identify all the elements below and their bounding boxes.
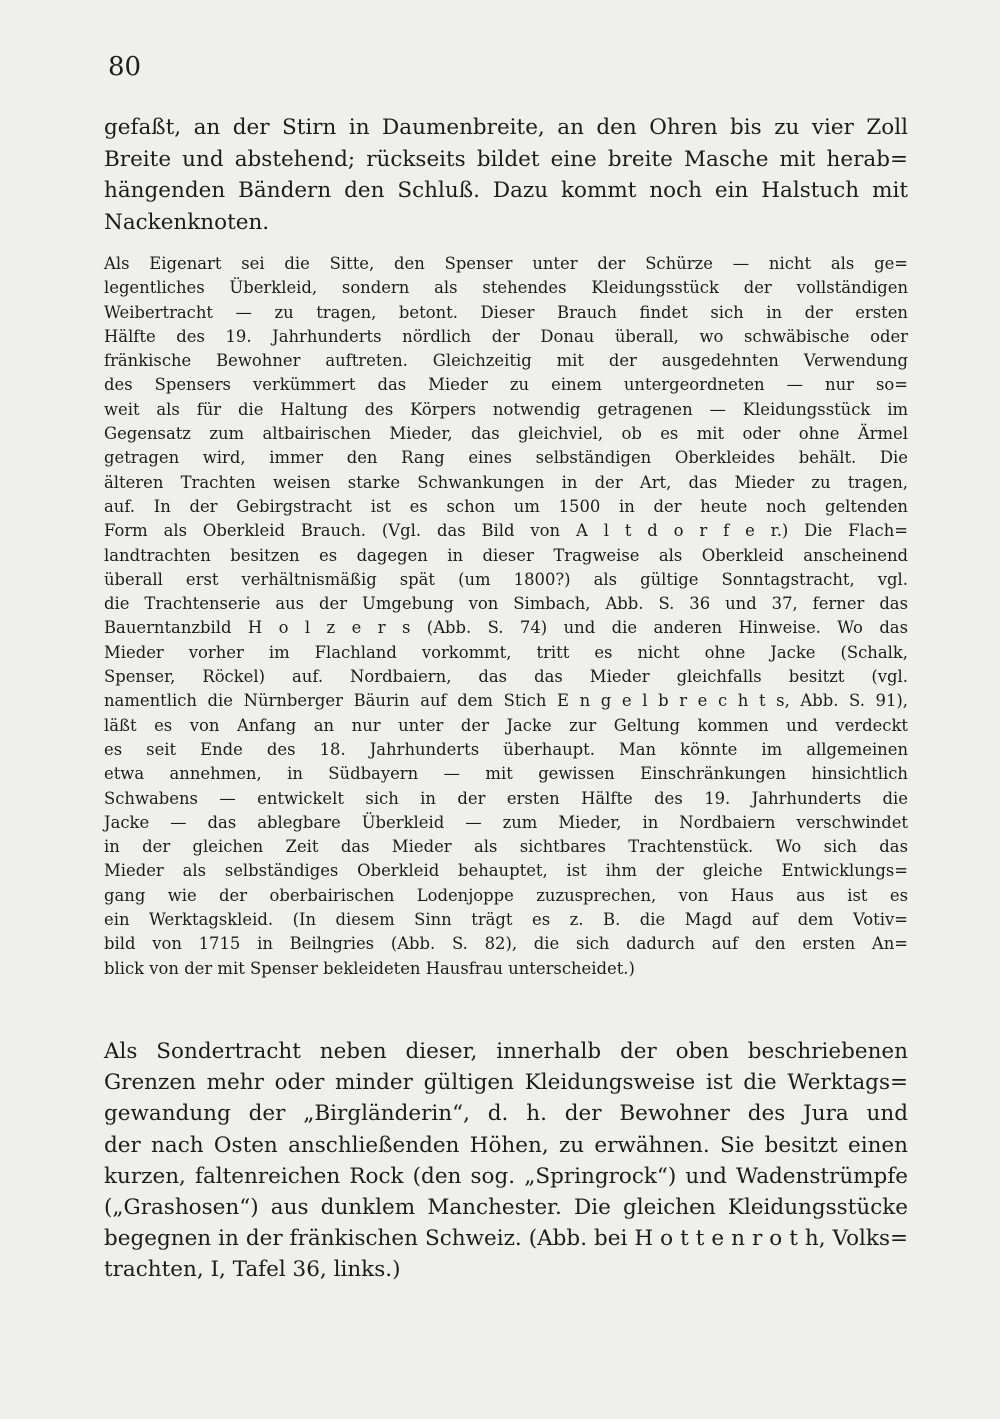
text-line: („Grashosen“) aus dunklem Manchester. Die gleichen Kleidungsstücke [104, 1195, 908, 1221]
text-line: Mieder vorher im Flachland vorkommt, tritt es nicht ohne Jacke (Schalk, [104, 642, 908, 662]
text-line: etwa annehmen, in Südbayern — mit gewissen Einschränkungen hinsichtlich [104, 764, 908, 784]
text-line: bild von 1715 in Beilngries (Abb. S. 82), die sich dadurch auf den ersten An= [104, 934, 908, 954]
text-line: ein Werktagskleid. (In diesem Sinn trägt es z. B. die Magd auf dem Votiv= [104, 910, 908, 930]
text-line: weit als für die Haltung des Körpers notwendig getragenen — Kleidungsstück im [104, 399, 908, 419]
text-line: Mieder als selbständiges Oberkleid behauptet, ist ihm der gleiche Entwicklungs= [104, 861, 908, 881]
text-line: in der gleichen Zeit das Mieder als sichtbares Trachtenstück. Wo sich das [104, 837, 908, 857]
paragraph-small-print [104, 252, 908, 981]
text-line: getragen wird, immer den Rang eines selbständigen Oberkleides behält. Die [104, 448, 908, 468]
text-line: gefaßt, an der Stirn in Daumenbreite, an den Ohren bis zu vier Zoll [104, 115, 908, 140]
text-line: Gegensatz zum altbairischen Mieder, das gleichviel, ob es mit oder ohne Ärmel [104, 424, 908, 444]
text-line: blick von der mit Spenser bekleideten Hausfrau unterscheidet.) [104, 958, 635, 978]
text-line: es seit Ende des 18. Jahrhunderts überhaupt. Man könnte im allgemeinen [104, 739, 908, 759]
text-line: des Spensers verkümmert das Mieder zu einem untergeordneten — nur so= [104, 375, 908, 395]
text-line: landtrachten besitzen es dagegen in dieser Tragweise als Oberkleid anscheinend [104, 545, 908, 565]
text-line: läßt es von Anfang an nur unter der Jacke zur Geltung kommen und verdeckt [104, 715, 908, 735]
text-line: Grenzen mehr oder minder gültigen Kleidungsweise ist die Werktags= [104, 1070, 908, 1096]
text-line: Als Eigenart sei die Sitte, den Spenser unter der Schürze — nicht als ge= [104, 254, 908, 273]
text-line: überall erst verhältnismäßig spät (um 1800?) als gültige Sonntagstracht, vgl. [104, 569, 908, 589]
text-line: Jacke — das ablegbare Überkleid — zum Mieder, in Nordbaiern verschwindet [104, 812, 908, 832]
text-line: hängenden Bändern den Schluß. Dazu kommt noch ein Halstuch mit [104, 178, 908, 204]
text-line: gang wie der oberbairischen Lodenjoppe zuzusprechen, von Haus aus ist es [104, 885, 908, 905]
paragraph-bottom [104, 1036, 908, 1286]
text-line: Schwabens — entwickelt sich in der ersten Hälfte des 19. Jahrhunderts die [104, 788, 908, 808]
text-line: gewandung der „Birgländerin“, d. h. der Bewohner des Jura und [104, 1101, 908, 1127]
text-line: kurzen, faltenreichen Rock (den sog. „Springrock“) und Wadenstrümpfe [104, 1163, 908, 1189]
text-line: Spenser, Röckel) auf. Nordbaiern, das das Mieder gleichfalls besitzt (vgl. [104, 667, 908, 687]
text-line: Hälfte des 19. Jahrhunderts nördlich der Donau überall, wo schwäbische oder [104, 326, 908, 346]
text-line: Bauerntanzbild H o l z e r s (Abb. S. 74) und die anderen Hinweise. Wo das [104, 618, 908, 638]
text-line: fränkische Bewohner auftreten. Gleichzeitig mit der ausgedehnten Verwendung [104, 351, 908, 371]
text-line: auf. In der Gebirgstracht ist es schon um 1500 in der heute noch geltenden [104, 496, 908, 516]
text-line: der nach Osten anschließenden Höhen, zu erwähnen. Sie besitzt einen [104, 1132, 908, 1158]
text-line: älteren Trachten weisen starke Schwankungen in der Art, das Mieder zu tragen, [104, 472, 908, 492]
text-line: Form als Oberkleid Brauch. (Vgl. das Bild von A l t d o r f e r.) Die Flach= [104, 521, 908, 541]
text-line: begegnen in der fränkischen Schweiz. (Abb. bei H o t t e n r o t h, Volks= [104, 1226, 908, 1252]
page-number: 80 [108, 52, 142, 82]
text-line: die Trachtenserie aus der Umgebung von Simbach, Abb. S. 36 und 37, ferner das [104, 594, 908, 614]
text-line: trachten, I, Tafel 36, links.) [104, 1257, 401, 1283]
text-line: Als Sondertracht neben dieser, innerhalb der oben beschriebenen [104, 1039, 908, 1064]
paragraph-top [104, 112, 908, 239]
text-line: Breite und abstehend; rückseits bildet eine breite Masche mit herab= [104, 146, 908, 172]
text-line: namentlich die Nürnberger Bäurin auf dem Stich E n g e l b r e c h t s, Abb. S. 91), [104, 691, 908, 711]
text-line: legentliches Überkleid, sondern als stehendes Kleidungsstück der vollständigen [104, 278, 908, 298]
text-line: Nackenknoten. [104, 210, 270, 236]
text-line: Weibertracht — zu tragen, betont. Dieser Brauch findet sich in der ersten [104, 302, 908, 322]
